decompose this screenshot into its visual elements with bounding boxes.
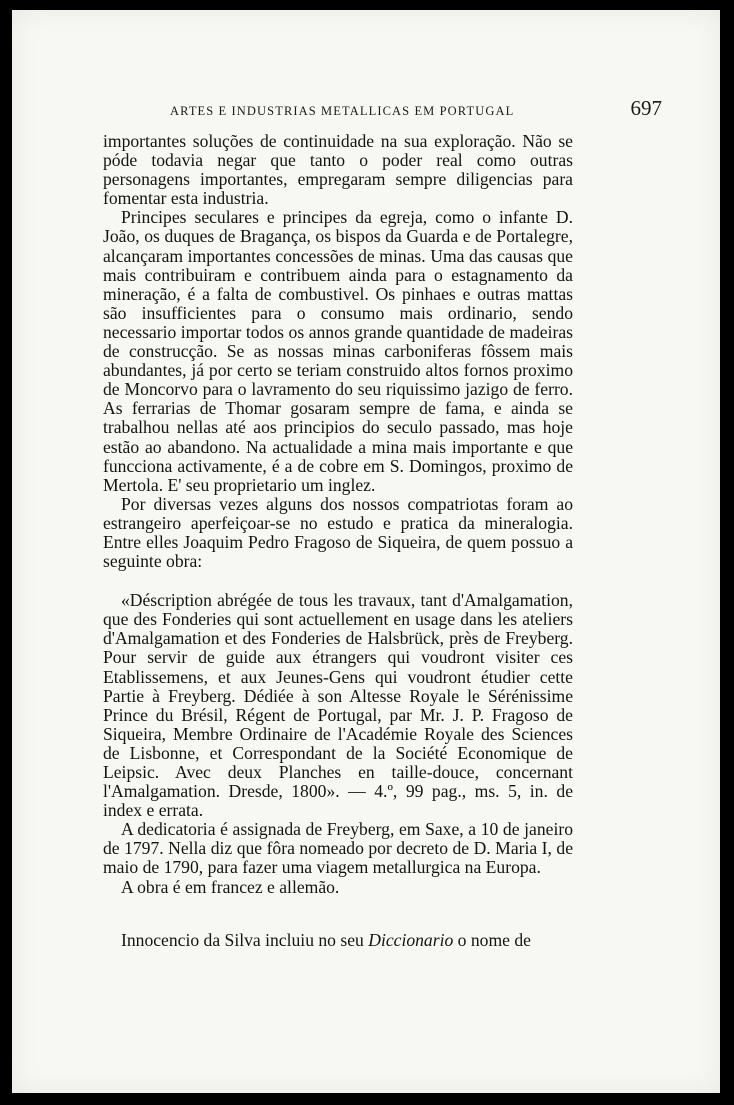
paragraph-continuation: importantes soluções de continuidade na sua exploração. Não se póde todavia negar que tanto o poder real como outras personagens importantes, empregaram sempre diligencias para fomentar esta industria. [103, 131, 573, 209]
page-header [100, 96, 666, 126]
running-title: ARTES E INDUSTRIAS METALLICAS EM PORTUGAL [170, 104, 515, 118]
paragraph-dedicatoria: A dedicatoria é assignada de Freyberg, em Saxe, a 10 de janeiro de 1797. Nella diz que fôra nomeado por decreto de D. Maria I, de maio de 1790, para fazer uma viagem metallurgica na Europa. [103, 819, 573, 878]
diccionario-italic: Diccionario [368, 929, 454, 950]
innocencio-text-before: Innocencio da Silva incluiu no seu [121, 929, 369, 950]
paragraph-citation: «Déscription abrégée de tous les travaux, tant d'Amalgamation, que des Fonderies qui sont actuellement en usage dans les ateliers d'Amalgamation et des Fonderies de Halsbrück, près de Freyberg. Pour servir de guide aux étrangers qui voudront visiter ces Etablissemens, et aux Jeunes-Gens qui voudront étudier cette Partie à Freyberg. Dédiée à son Altesse Royale le Sérénissime Prince du Brésil, Régent de Portugal, par Mr. J. P. Fragoso de Siqueira, Membre Ordinaire de l'Académie Royale des Sciences de Lisbonne, et Correspondant de la Société Economique de Leipsic. Avec deux Planches en taille-douce, concernant l'Amalgamation. Dresde, 1800». — 4.º, 99 pag., ms. 5, in. de index e errata. [103, 590, 573, 821]
body-text [103, 132, 573, 950]
paragraph-compatriotas: Por diversas vezes alguns dos nossos compatriotas foram ao estrangeiro aperfeiçoar-se no estudo e pratica da mineralogia. Entre elles Joaquim Pedro Fragoso de Siqueira, de quem possuo a seguinte obra: [103, 493, 573, 572]
page-number: 697 [630, 96, 662, 120]
paragraph-principes: Principes seculares e principes da egreja, como o infante D. João, os duques de Bragança, os bispos da Guarda e de Portalegre, alcançaram importantes concessões de minas. Uma das causas que mais contribuiram e contribuem ainda para o estagnamento da mineração, é a falta de combustivel. Os pinhaes e outras mattas são insufficientes para o consumo mais ordinario, sendo necessario importar todos os annos grande quantidade de madeiras de construcção. Se as nossas minas carboniferas fôssem mais abundantes, já por certo se teriam construido altos fornos proximo de Moncorvo para o lavramento do seu riquissimo jazigo de ferro. As ferrarias de Thomar gosaram sempre de fama, e ainda se trabalhou nellas até aos principios do seculo passado, mas hoje estão ao abandono. Na actualidade a mina mais importante e que funcciona activamente, é a de cobre em S. Domingos, proximo de Mertola. E' seu proprietario um inglez. [103, 207, 573, 495]
innocencio-text-after: o nome de [453, 929, 531, 950]
paragraph-obra-lingua: A obra é em francez e allemão. [121, 876, 340, 897]
paragraph-innocencio [103, 931, 573, 950]
